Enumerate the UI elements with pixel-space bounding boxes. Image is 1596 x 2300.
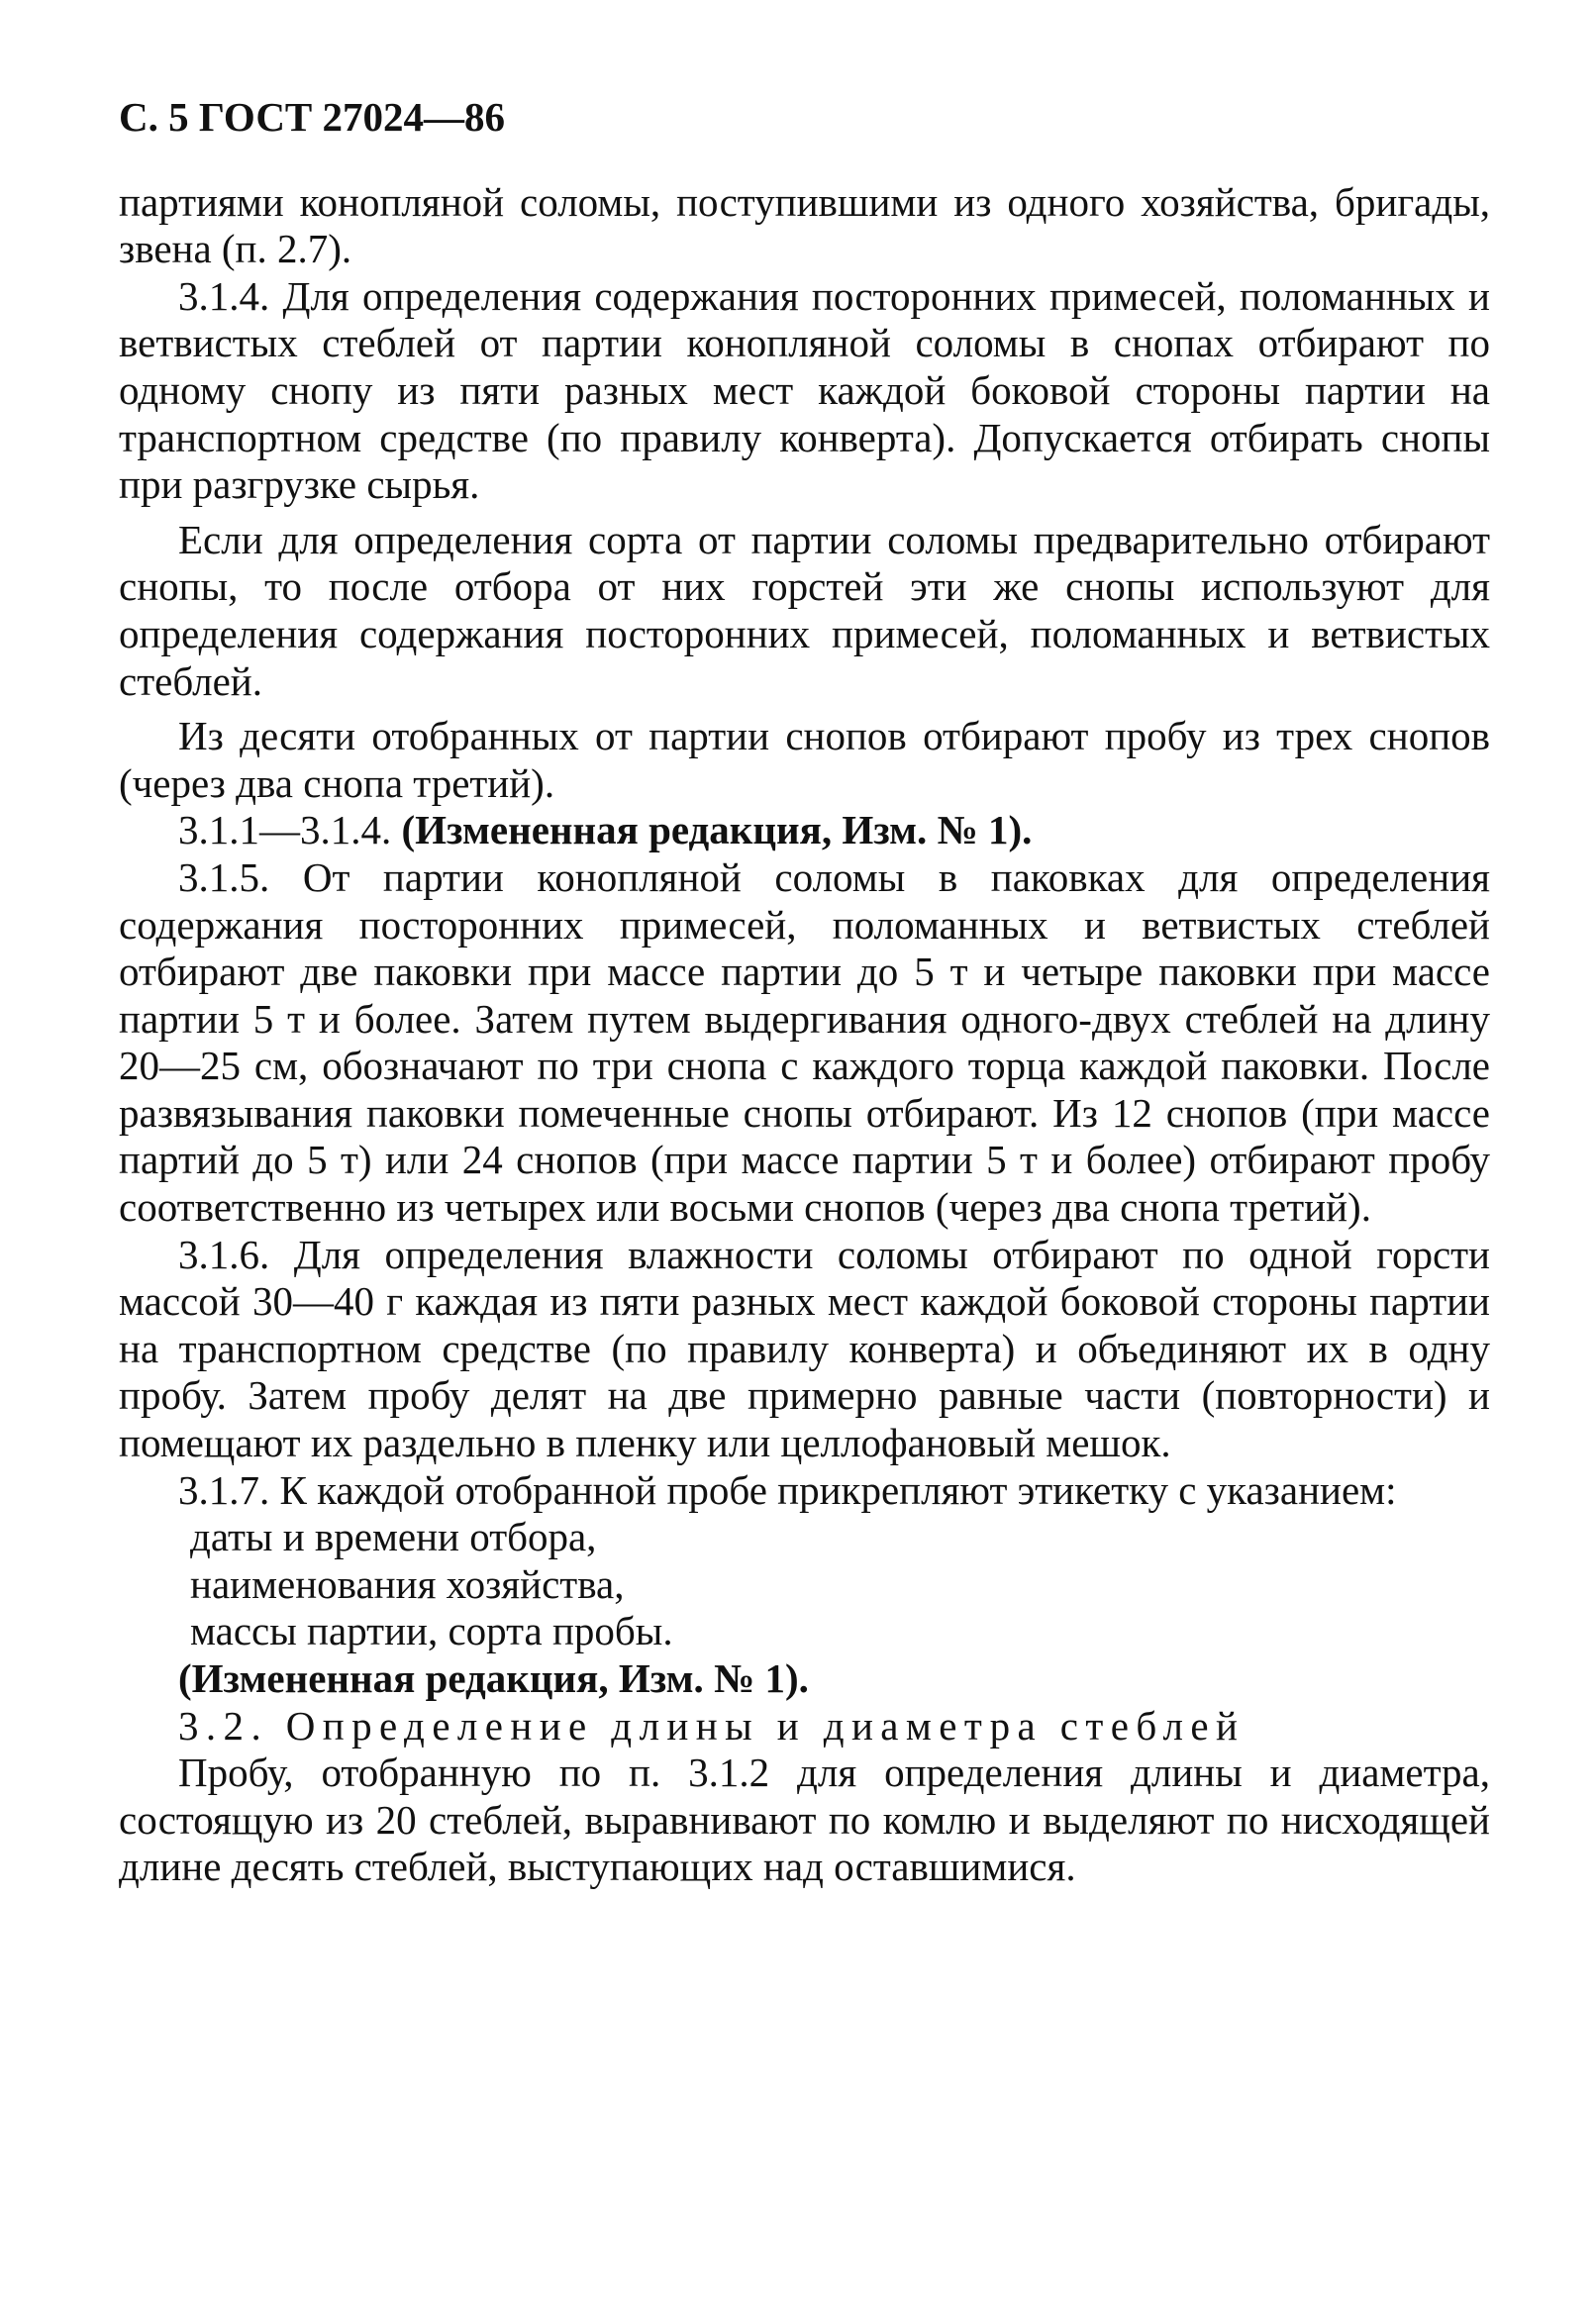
document-page	[119, 94, 1490, 1891]
amendment-note-2: (Измененная редакция, Изм. № 1).	[178, 1655, 809, 1701]
paragraph-3-2-body: Пробу, отобранную по п. 3.1.2 для определения длины и диаметра, состоящую из 20 стеблей, выравнивают по комлю и выделяют по нисходящей длине десять стеблей, выступающих над оставшимися.	[119, 1750, 1490, 1890]
paragraph-3-1-6: 3.1.6. Для определения влажности соломы отбирают по одной горсти массой 30—40 г каждая из пяти разных мест каждой боковой стороны партии на транспортном средстве (по правилу конверта) и объединяют их в одну пробу. Затем пробу делят на две примерно равные части (повторности) и помещают их раздельно в пленку или целлофановый мешок.	[119, 1231, 1490, 1466]
paragraph-amendment-ref	[119, 807, 1490, 854]
paragraph-ten-sheaves: Из десяти отобранных от партии снопов отбирают пробу из трех снопов (через два снопа третий).	[119, 713, 1490, 806]
paragraph-continuation: партиями конопляной соломы, поступившими из одного хозяйства, бригады, звена (п. 2.7).	[119, 178, 1490, 272]
label-fields-list	[119, 1514, 1490, 1655]
paragraph-3-1-7: 3.1.7. К каждой отобранной пробе прикрепляют этикетку с указанием:	[178, 1466, 1397, 1513]
list-item: наименования хозяйства,	[190, 1560, 625, 1607]
paragraph-3-1-5: 3.1.5. От партии конопляной соломы в паковках для определения содержания посторонних примесей, поломанных и ветвистых стеблей отбирают две паковки при массе партии до 5 т и четыре паковки при массе партии 5 т и более. Затем путем выдергивания одного-двух стеблей на длину 20—25 см, обозначают по три снопа с каждого торца каждой паковки. После развязывания паковки помеченные снопы отбирают. Из 12 снопов (при массе партий до 5 т) или 24 снопов (при массе партии 5 т и более) отбирают пробу соответственно из четырех или восьми снопов (через два снопа третий).	[119, 853, 1490, 1231]
paragraph-3-1-4: 3.1.4. Для определения содержания посторонних примесей, поломанных и ветвистых стеблей от партии конопляной соломы в снопах отбирают по одному снопу из пяти разных мест каждой боковой стороны партии на транспортном средстве (по правилу конверта). Допускается отбирать снопы при разгрузке сырья.	[119, 272, 1490, 508]
list-item: массы партии, сорта пробы.	[190, 1608, 673, 1654]
amendment-note: (Измененная редакция, Изм. № 1).	[401, 807, 1033, 853]
paragraph-sort-sampling: Если для определения сорта от партии соломы предварительно отбирают снопы, то после отбора от них горстей эти же снопы используют для определения содержания посторонних примесей, поломанных и ветвистых стеблей.	[119, 516, 1490, 704]
section-heading-3-2: 3.2. Определение длины и диаметра стеблей	[178, 1702, 1246, 1749]
list-item: даты и времени отбора,	[190, 1514, 597, 1560]
amendment-clause-range: 3.1.1—3.1.4.	[178, 807, 392, 853]
page-header: С. 5 ГОСТ 27024—86	[119, 94, 506, 140]
